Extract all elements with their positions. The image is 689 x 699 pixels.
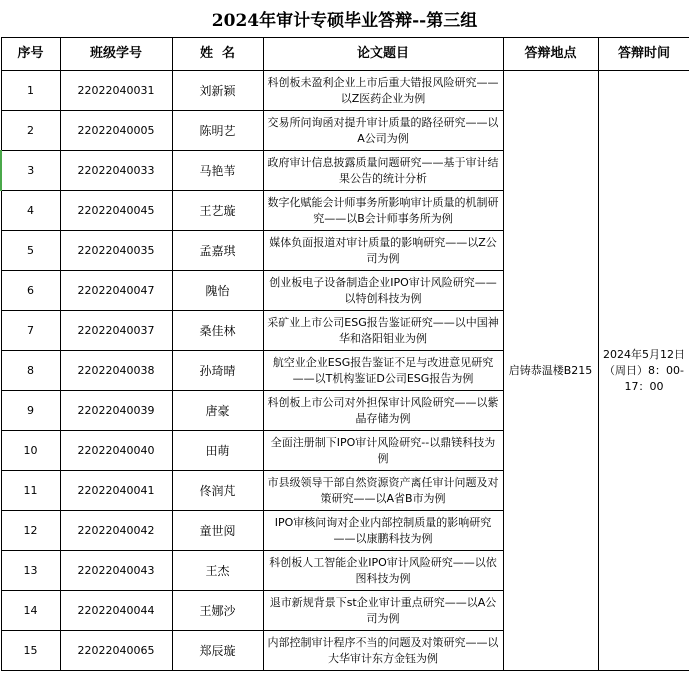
class-id-cell: 22022040045 [60,191,172,231]
topic-cell: 航空业企业ESG报告鉴证不足与改进意见研究——以T机构鉴证D公司ESG报告为例 [263,351,503,391]
index-cell: 11 [1,471,60,511]
topic-cell: 数字化赋能会计师事务所影响审计质量的机制研究——以B会计师事务所为例 [263,191,503,231]
topic-cell: 创业板电子设备制造企业IPO审计风险研究——以特创科技为例 [263,271,503,311]
name-cell: 隗怡 [172,271,263,311]
name-cell: 刘新颖 [172,71,263,111]
topic-cell: IPO审核问询对企业内部控制质量的影响研究——以康鹏科技为例 [263,511,503,551]
topic-cell: 科创板上市公司对外担保审计风险研究——以紫晶存储为例 [263,391,503,431]
header-class-id: 班级学号 [60,38,172,71]
name-cell: 童世阅 [172,511,263,551]
topic-cell: 科创板人工智能企业IPO审计风险研究——以依图科技为例 [263,551,503,591]
name-cell: 孙琦晴 [172,351,263,391]
index-cell: 13 [1,551,60,591]
topic-cell: 交易所问询函对提升审计质量的路径研究——以A公司为例 [263,111,503,151]
header-name: 姓 名 [172,38,263,71]
name-cell: 王杰 [172,551,263,591]
class-id-cell: 22022040043 [60,551,172,591]
header-place: 答辩地点 [503,38,598,71]
table-body [1,71,689,671]
class-id-cell: 22022040065 [60,631,172,671]
header-time: 答辩时间 [598,38,689,71]
name-cell: 唐豪 [172,391,263,431]
name-cell: 孟嘉琪 [172,231,263,271]
class-id-cell: 22022040031 [60,71,172,111]
topic-cell: 全面注册制下IPO审计风险研究--以鼎镁科技为例 [263,431,503,471]
index-cell: 10 [1,431,60,471]
index-cell: 4 [1,191,60,231]
class-id-cell: 22022040037 [60,311,172,351]
table-row [1,71,689,111]
name-cell: 马艳苇 [172,151,263,191]
topic-cell: 科创板未盈利企业上市后重大错报风险研究——以Z医药企业为例 [263,71,503,111]
class-id-cell: 22022040039 [60,391,172,431]
header-topic: 论文题目 [263,38,503,71]
page-title: 2024年审计专硕毕业答辩--第三组 [211,11,478,31]
class-id-cell: 22022040041 [60,471,172,511]
defense-place-cell: 启铸恭温楼B215 [503,71,598,671]
topic-cell: 退市新规背景下st企业审计重点研究——以A公司为例 [263,591,503,631]
class-id-cell: 22022040005 [60,111,172,151]
index-cell: 12 [1,511,60,551]
index-cell: 5 [1,231,60,271]
index-cell: 9 [1,391,60,431]
class-id-cell: 22022040038 [60,351,172,391]
name-cell: 桑佳林 [172,311,263,351]
class-id-cell: 22022040040 [60,431,172,471]
name-cell: 陈明艺 [172,111,263,151]
header-index: 序号 [1,38,60,71]
index-cell: 8 [1,351,60,391]
class-id-cell: 22022040033 [60,151,172,191]
index-cell: 15 [1,631,60,671]
index-cell: 1 [1,71,60,111]
index-cell: 2 [1,111,60,151]
class-id-cell: 22022040047 [60,271,172,311]
name-cell: 王艺璇 [172,191,263,231]
class-id-cell: 22022040042 [60,511,172,551]
name-cell: 王娜沙 [172,591,263,631]
class-id-cell: 22022040044 [60,591,172,631]
topic-cell: 采矿业上市公司ESG报告鉴证研究——以中国神华和洛阳钼业为例 [263,311,503,351]
index-cell: 14 [1,591,60,631]
topic-cell: 市县级领导干部自然资源资产离任审计问题及对策研究——以A省B市为例 [263,471,503,511]
defense-schedule-table [0,37,689,671]
topic-cell: 政府审计信息披露质量问题研究——基于审计结果公告的统计分析 [263,151,503,191]
name-cell: 郑辰璇 [172,631,263,671]
index-cell: 7 [1,311,60,351]
class-id-cell: 22022040035 [60,231,172,271]
topic-cell: 媒体负面报道对审计质量的影响研究——以Z公司为例 [263,231,503,271]
index-cell: 3 [1,151,60,191]
table-header-row [1,38,689,71]
name-cell: 田萌 [172,431,263,471]
defense-time-cell: 2024年5月12日（周日）8：00-17：00 [598,71,689,671]
name-cell: 佟润芃 [172,471,263,511]
index-cell: 6 [1,271,60,311]
topic-cell: 内部控制审计程序不当的问题及对策研究——以大华审计东方金钰为例 [263,631,503,671]
